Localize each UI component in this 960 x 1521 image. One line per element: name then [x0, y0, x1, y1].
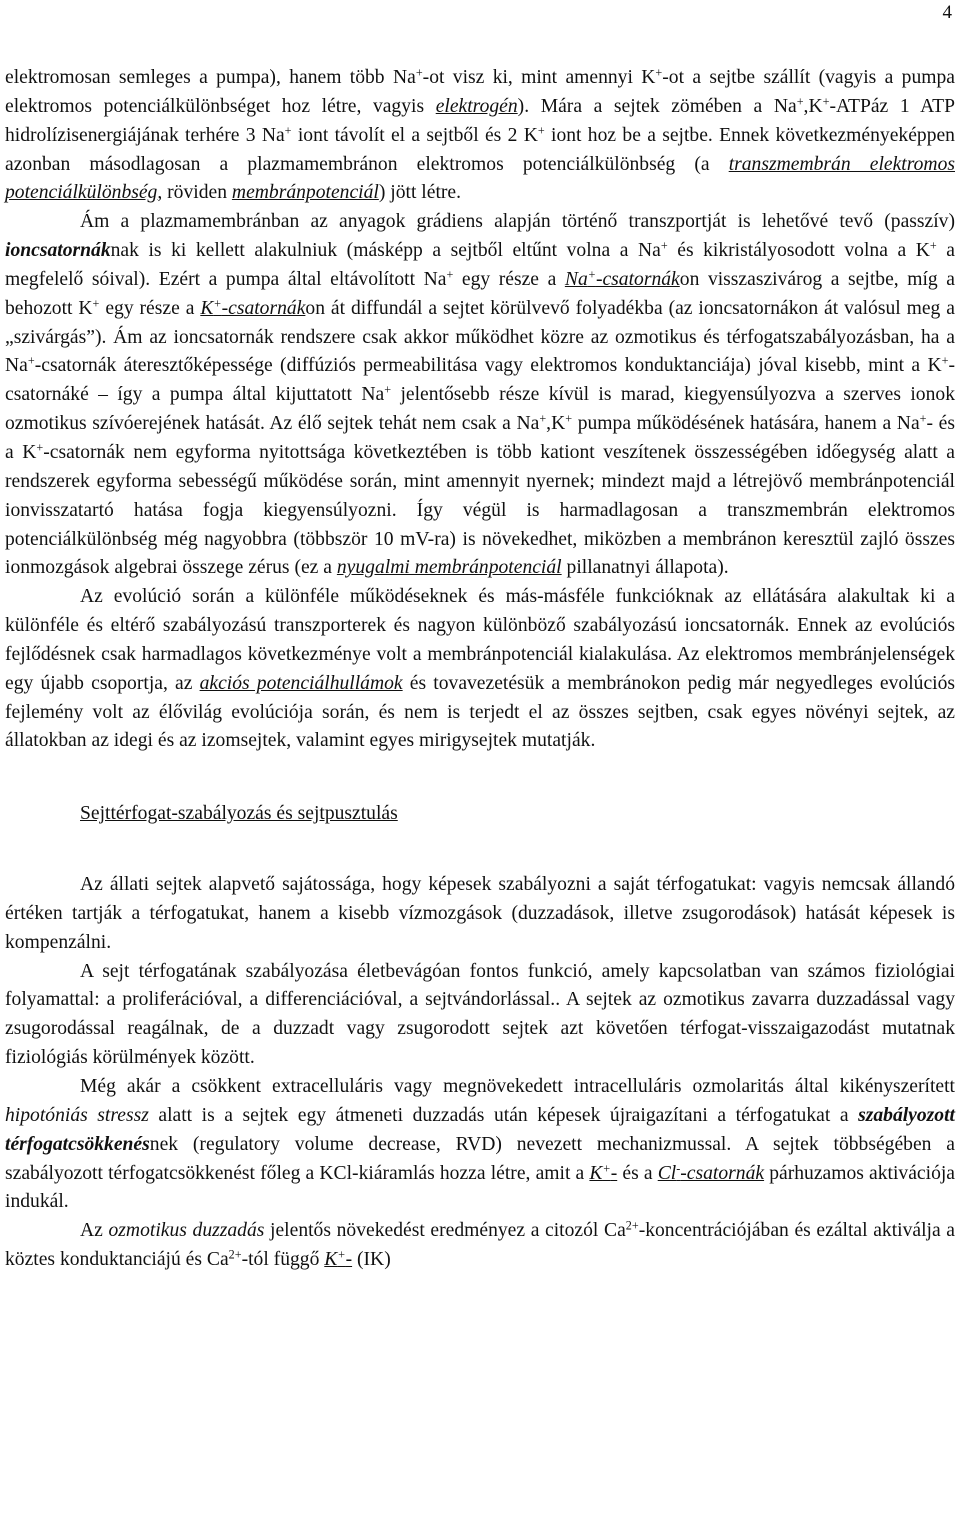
term-resting-potential: nyugalmi membránpotenciál: [336, 557, 562, 579]
term-hypotonic-stress: hipotóniás stressz: [5, 1104, 149, 1126]
term-osmotic-swelling: ozmotikus duzzadás: [108, 1220, 265, 1242]
term-transmembrane-potential: transzmembrán elektromos potenciálkülönbség: [5, 153, 955, 204]
paragraph-pump-electrogenic: elektromosan semleges a pumpa), hanem több Na+-ot visz ki, mint amennyi K+-ot a sejtbe szállít (vagyis a pumpa elektromos potenciálkülönbséget hoz létre, vagyis elektrogén). Mára a sejtek zömében a Na+,K+-ATPáz 1 ATP hidrolízisenergiájának terhére 3 Na+ iont távolít el a sejtből és 2 K+ iont hoz be a sejtbe. Ennek következményeképpen azonban másodlagosan a plazmamembránon elektromos potenciálkülönbség (a transzmembrán elektromos potenciálkülönbség, röviden membránpotenciál) jött létre.: [5, 65, 955, 204]
term-ion-channels: ioncsatornák: [5, 240, 111, 262]
term-action-potential: akciós potenciálhullámok: [199, 672, 403, 694]
term-k-channel-ik: K+-: [324, 1247, 353, 1271]
paragraph-rvd: Még akár a csökkent extracelluláris vagy megnövekedett intracelluláris ozmolaritás által kikényszerített hipotóniás stressz alatt is a sejtek egy átmeneti duzzadás után képesek újraigazítani a térfogatukat a szabályozott térfogatcsökkenésnek (regulatory volume decrease, RVD) nevezett mechanizmussal. A sejtek többségében a szabályozott térfogatcsökkenést főleg a KCl-kiáramlás hozza létre, amit a K+- és a Cl--csatornák párhuzamos aktivációja indukál.: [5, 1076, 955, 1213]
document-body: [5, 64, 955, 1275]
paragraph-ion-channels: Ám a plazmamembránban az anyagok grádiens alapján történő transzportját is lehetővé tevő (passzív) ioncsatornáknak is ki kellett alakulniuk (másképp a sejtből eltűnt volna a Na+ és kikristályosodott volna a K+ a megfelelő sóival). Ezért a pumpa által eltávolított Na+ egy része a Na+-csatornákon visszaszivárog a sejtbe, míg a behozott K+ egy része a K+-csatornákon át diffundál a sejtet körülvevő folyadékba (az ioncsatornákon át valósul meg a „szivárgás”). Ám az ioncsatornák rendszere csak akkor működhet közre az ozmotikus és térfogatszabályozásban, ha a Na+-csatornák áteresztőképessége (diffúziós permeabilitása vagy elektromos konduktanciája) jóval kisebb, mint a K+-csatornáké – így a pumpa által kijuttatott Na+ jelentősebb része kívül is marad, kiegyensúlyozva a szerves ionok ozmotikus szívóerejének hatását. Az élő sejtek tehát nem csak a Na+,K+ pumpa működésének hatására, hanem a Na+- és a K+-csatornák nem egyforma nyitottsága következtében is több kationt veszítenek összességében időegység alatt a rendszerek egyforma sebességű működése során, mint amennyit nyernek; mindezt majd a létrejövő membránpotenciál ionvisszatartó hatása fogja kiegyensúlyozni. Így végül is harmadlagosan a transzmembrán elektromos potenciálkülönbség még nagyobbra (többször 10 mV-ra) is növekedhet, miközben a membránon keresztül zajló összes ionmozgások algebrai összege zérus (ez a nyugalmi membránpotenciál pillanatnyi állapota).: [5, 211, 956, 579]
section-heading: Sejttérfogat-szabályozás és sejtpusztulás: [80, 803, 398, 825]
page-number: 4: [942, 2, 952, 23]
paragraph-volume-importance: A sejt térfogatának szabályozása életbevágóan fontos funkció, amely kapcsolatban van számos fiziológiai folyamattal: a proliferációval, a differenciációval, a sejtvándorlással.. A sejtek az ozmotikus zavarra duzzadással vagy zsugorodással reagálnak, de a duzzadt vagy zsugorodott sejtek azt követően térfogat-visszaigazodást mutatnak fiziológiás körülmények között.: [5, 960, 955, 1069]
term-k-channel: K+-: [589, 1160, 618, 1184]
term-na-channels: Na+-csatornák: [564, 267, 680, 290]
term-elektrogen: elektrogén: [435, 95, 518, 117]
term-membrane-potential: membránpotenciál: [231, 182, 379, 204]
paragraph-osmotic-swelling: Az ozmotikus duzzadás jelentős növekedést eredményez a citozól $Ca^{2+}$-koncentrációjában és ezáltal aktiválja a köztes konduktanciájú és $Ca^{2+}$-tól függő K+- (IK): [5, 1218, 955, 1271]
term-cl-channels: Cl--csatornák: [657, 1160, 765, 1184]
paragraph-volume-regulation: Az állati sejtek alapvető sajátossága, hogy képesek szabályozni a saját térfogatukat: vagyis nemcsak állandó értéken tartják a térfogatukat, hanem a kisebb vízmozgások (duzzadások, illetve zsugorodások) hatását képesek is kompenzálni.: [5, 874, 955, 953]
term-k-channels: K+-csatornák: [200, 296, 306, 319]
paragraph-evolution: Az evolúció során a különféle működéseknek és más-másféle funkcióknak az ellátására alakultak ki a különféle és eltérő szabályozású transzporterek és nagyon különböző szabályozású ioncsatornák. Ennek az evolúciós fejlődésnek csak harmadlagos következménye volt a membránpotenciál kialakulása. Az elektromos membránjelenségek egy újabb csoportja, az akciós potenciálhullámok és tovavezetésük a membránokon pedig már negyedleges evolúciós fejlemény volt az élővilág evolúciója során, és nem is terjedt el az összes sejtben, csak egyes növényi sejtek, az állatokban az idegi és az izomsejtek, valamint egyes mirigysejtek mutatják.: [5, 586, 956, 752]
term-rvd: szabályozott térfogatcsökkenés: [5, 1104, 955, 1155]
